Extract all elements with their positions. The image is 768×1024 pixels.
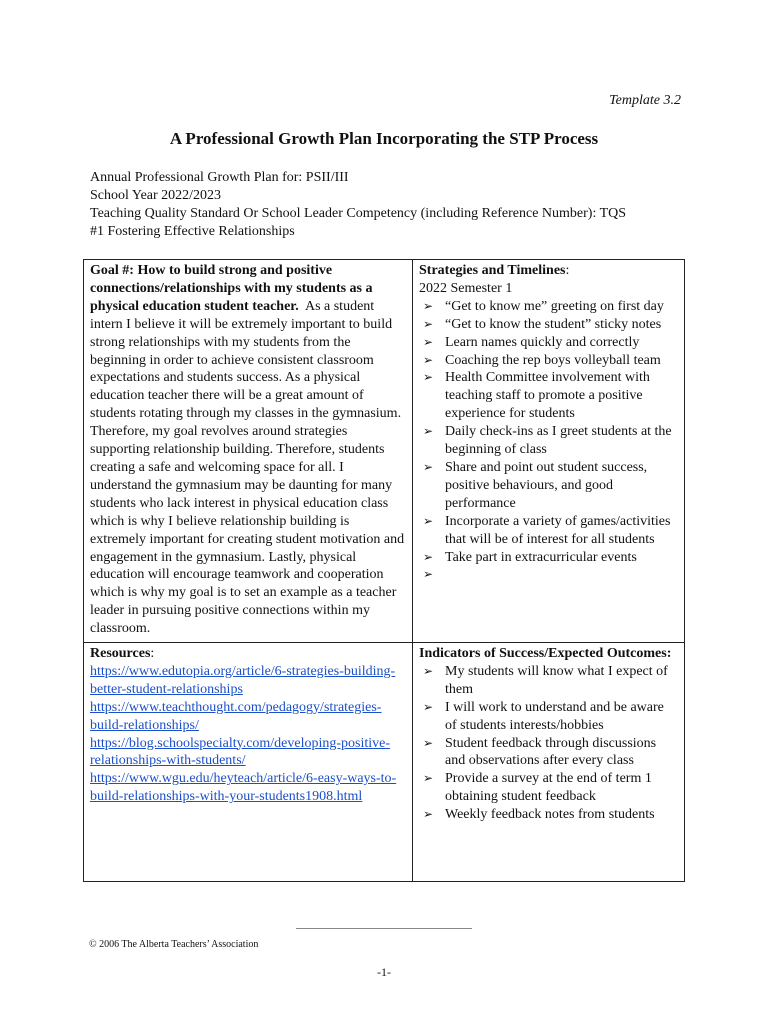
goal-label: Goal #: How to build strong and positive connections/relationships with my students as a physical education student teacher. <box>90 263 373 314</box>
semester-label: 2022 Semester 1 <box>419 280 513 296</box>
resource-link[interactable]: https://blog.schoolspecialty.com/developing-positive-relationships-with-students/ <box>90 735 391 769</box>
strategy-item <box>423 298 678 316</box>
indicator-item-text: Provide a survey at the end of term 1 obtaining student feedback <box>445 771 652 805</box>
arrow-bullet-icon: ➢ <box>423 735 434 750</box>
arrow-bullet-icon: ➢ <box>423 370 434 385</box>
indicator-item <box>423 806 678 824</box>
strategy-item-text <box>445 567 449 582</box>
strategy-item-text: Coaching the rep boys volleyball team <box>445 352 661 368</box>
goal-cell <box>84 260 413 643</box>
strategy-item <box>423 334 678 352</box>
strategy-item-text: Incorporate a variety of games/activities that will be of interest for all students <box>445 513 671 547</box>
arrow-bullet-icon: ➢ <box>423 352 434 367</box>
strategy-item-text: Take part in extracurricular events <box>445 549 637 565</box>
arrow-bullet-icon: ➢ <box>423 513 434 528</box>
strategy-item-text: Daily check-ins as I greet students at the beginning of class <box>445 424 672 458</box>
strategy-item <box>423 316 678 334</box>
page-number: -1- <box>377 965 391 979</box>
arrow-bullet-icon: ➢ <box>423 316 434 331</box>
plan-for-line: Annual Professional Growth Plan for: PSII/III <box>90 170 349 185</box>
indicators-cell <box>413 643 685 882</box>
goal-text <box>90 262 406 638</box>
resource-link[interactable]: https://www.edutopia.org/article/6-strategies-building-better-student-relationships <box>90 663 396 697</box>
resources-heading: Resources: <box>90 646 155 662</box>
strategies-cell <box>413 260 685 643</box>
indicator-item <box>423 735 678 771</box>
indicators-heading: Indicators of Success/Expected Outcomes: <box>419 646 672 662</box>
goal-body: As a student intern I believe it will be extremely important to build strong relationships with my students from the beginning in order to achieve consistent classroom expectations and students success. As a physical education teacher there will be a great amount of students rotating through my classes in the gymnasium. Therefore, my goal revolves around strategies supporting relationship building. Therefore, students creating a safe and welcoming space for all. I understand the gymnasium may be daunting for many students who lack interest in physical education class which is why I believe relationship building is extremely important for creating student motivation and engagement in the gymnasium. Lastly, physical education will encourage teamwork and cooperation which is why my goal is to set an example as a teacher leader in pursuing positive connections within my classroom. <box>90 298 405 637</box>
school-year-line: School Year 2022/2023 <box>90 188 222 203</box>
template-label: Template 3.2 <box>609 93 681 108</box>
indicator-item-text: Weekly feedback notes from students <box>445 807 655 823</box>
page-title: A Professional Growth Plan Incorporating the STP Process <box>169 129 599 148</box>
arrow-bullet-icon: ➢ <box>423 424 434 439</box>
strategy-item-text: Share and point out student success, positive behaviours, and good performance <box>445 459 648 511</box>
arrow-bullet-icon: ➢ <box>423 567 434 582</box>
resources-links <box>90 663 406 806</box>
growth-plan-table <box>83 259 685 882</box>
indicator-item-text: My students will know what I expect of them <box>445 663 668 697</box>
arrow-bullet-icon: ➢ <box>423 459 434 474</box>
strategies-list <box>419 298 678 585</box>
strategy-item <box>423 369 678 423</box>
indicator-item <box>423 663 678 699</box>
strategy-item-text: Learn names quickly and correctly <box>445 334 640 350</box>
resources-cell <box>84 643 413 882</box>
arrow-bullet-icon: ➢ <box>423 334 434 349</box>
arrow-bullet-icon: ➢ <box>423 663 434 678</box>
strategy-item <box>423 513 678 549</box>
arrow-bullet-icon: ➢ <box>423 549 434 564</box>
resource-link[interactable]: https://www.teachthought.com/pedagogy/strategies-build-relationships/ <box>90 699 382 733</box>
indicator-item <box>423 699 678 735</box>
strategy-item-text: “Get to know the student” sticky notes <box>445 316 662 332</box>
arrow-bullet-icon: ➢ <box>423 807 434 822</box>
strategy-item-text: “Get to know me” greeting on first day <box>445 298 664 314</box>
copyright-notice: © 2006 The Alberta Teachers’ Association <box>89 939 259 950</box>
resource-link[interactable]: https://www.wgu.edu/heyteach/article/6-easy-ways-to-build-relationships-with-your-students1908.html <box>90 771 397 805</box>
indicator-item-text: I will work to understand and be aware of students interests/hobbies <box>445 699 664 733</box>
strategy-item <box>423 423 678 459</box>
strategy-item <box>423 352 678 370</box>
indicator-item-text: Student feedback through discussions and observations after every class <box>445 735 657 769</box>
arrow-bullet-icon: ➢ <box>423 699 434 714</box>
arrow-bullet-icon: ➢ <box>423 771 434 786</box>
indicators-list <box>419 663 678 824</box>
arrow-bullet-icon: ➢ <box>423 298 434 313</box>
standard-line-continued: #1 Fostering Effective Relationships <box>90 224 295 239</box>
footer-divider <box>296 928 472 929</box>
strategies-heading: Strategies and Timelines: <box>419 263 570 278</box>
strategy-item <box>423 566 678 584</box>
strategy-item-text: Health Committee involvement with teaching staff to promote a positive experience for students <box>445 370 650 422</box>
strategy-item <box>423 549 678 567</box>
indicator-item <box>423 770 678 806</box>
plan-metadata <box>90 169 690 241</box>
strategy-item <box>423 459 678 513</box>
standard-line: Teaching Quality Standard Or School Leader Competency (including Reference Number): TQS <box>90 206 627 221</box>
